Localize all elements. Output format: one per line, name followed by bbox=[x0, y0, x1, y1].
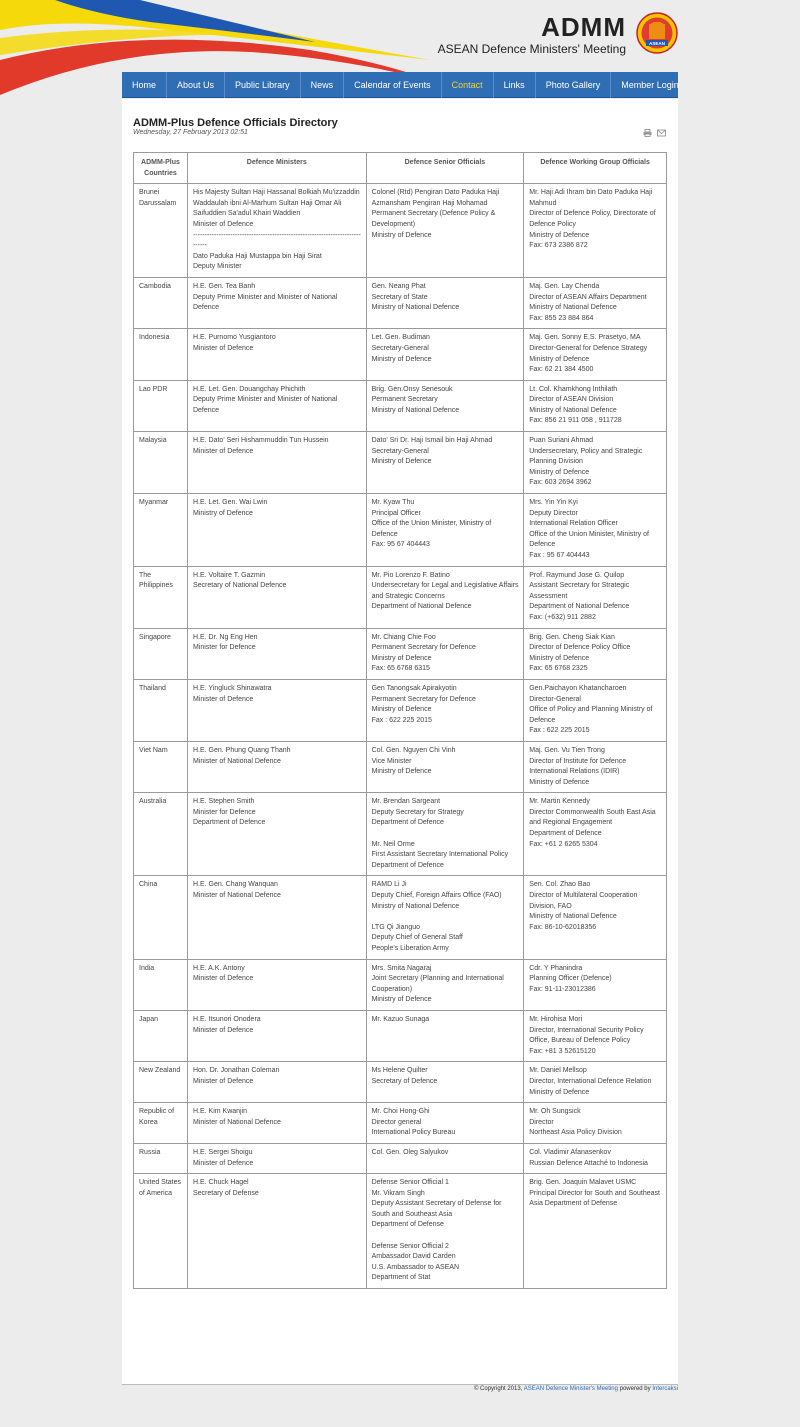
cell-line: Office of Policy and Planning Ministry of Defence bbox=[529, 706, 653, 724]
cell-senior bbox=[366, 494, 524, 567]
cell-line: Ministry of National Defence bbox=[371, 902, 460, 910]
cell-line: Ministry of Defence bbox=[371, 996, 432, 1004]
nav-item-news[interactable]: News bbox=[301, 72, 345, 98]
cell-line: Ministry of Defence bbox=[371, 458, 432, 466]
cell-line: Director of Defence Policy Office bbox=[529, 644, 631, 652]
cell-line: Director-General bbox=[529, 695, 581, 703]
cell-line: Cdr. Y Phanindra bbox=[529, 964, 583, 972]
cell-line: Deputy Secretary for Strategy bbox=[371, 808, 464, 816]
cell-country: China bbox=[134, 876, 188, 959]
cell-wg bbox=[524, 793, 667, 876]
cell-line: H.E. Let. Gen. Wai Lwin bbox=[192, 499, 268, 507]
cell-line: International Relation Officer bbox=[529, 520, 618, 528]
cell-line: Director of ASEAN Division bbox=[529, 396, 614, 404]
cell-line: Fax: (+632) 911 2882 bbox=[529, 613, 596, 621]
cell-line: Fax: 856 21 911 058 , 911728 bbox=[529, 417, 622, 425]
cell-line: Principal Officer bbox=[371, 509, 421, 517]
cell-senior bbox=[366, 679, 524, 741]
cell-line: Hon. Dr. Jonathan Coleman bbox=[192, 1067, 280, 1075]
logo-subtitle: ASEAN Defence Ministers' Meeting bbox=[437, 42, 626, 56]
cell-line: Permanent Secretary bbox=[371, 396, 438, 404]
cell-line: Ministry of Defence bbox=[192, 509, 253, 517]
cell-country: Indonesia bbox=[134, 329, 188, 380]
cell-line: Ministry of Defence bbox=[371, 355, 432, 363]
cell-line: Permanent Secretary for Defence bbox=[371, 695, 476, 703]
cell-senior bbox=[366, 432, 524, 494]
footer-site-link[interactable]: ASEAN Defence Minister's Meeting bbox=[523, 1386, 618, 1392]
cell-line: Ministry of Defence bbox=[371, 768, 432, 776]
cell-line: H.E. Gen. Tea Banh bbox=[192, 282, 256, 290]
cell-line: ------------------------------------------------------------------------------ bbox=[192, 231, 361, 250]
cell-line: U.S. Ambassador to ASEAN bbox=[371, 1263, 460, 1271]
cell-line: Vice Minister bbox=[371, 757, 412, 765]
asean-emblem-icon bbox=[636, 12, 678, 54]
cell-line: H.E. Gen. Chang Wanquan bbox=[192, 881, 278, 889]
cell-line: Ministry of Defence bbox=[529, 468, 590, 476]
cell-line: Secretary-General bbox=[371, 447, 429, 455]
cell-ministers bbox=[187, 432, 366, 494]
table-header-row bbox=[134, 153, 667, 184]
cell-line: First Assistant Secretary International Policy bbox=[371, 851, 509, 859]
cell-ministers bbox=[187, 1010, 366, 1061]
nav-item-public-library[interactable]: Public Library bbox=[225, 72, 301, 98]
cell-country: Russia bbox=[134, 1143, 188, 1173]
cell-line: Defense Senior Official 1 bbox=[371, 1179, 449, 1187]
cell-line: H.E. A.K. Antony bbox=[192, 964, 245, 972]
cell-line bbox=[372, 912, 520, 923]
cell-line: H.E. Yingluck Shinawatra bbox=[192, 684, 272, 692]
table-row bbox=[134, 1062, 667, 1103]
table-row bbox=[134, 1103, 667, 1144]
cell-line: H.E. Voltaire T. Gazmin bbox=[192, 571, 266, 579]
cell-line: Fax: 603 2694 3962 bbox=[529, 479, 592, 487]
cell-ministers bbox=[187, 329, 366, 380]
cell-line: Secretary-General bbox=[371, 344, 429, 352]
cell-senior bbox=[366, 1010, 524, 1061]
cell-country: Brunei Darussalam bbox=[134, 184, 188, 278]
cell-country: Japan bbox=[134, 1010, 188, 1061]
cell-line: Director of Institute for Defence International Relations (IDIR) bbox=[529, 757, 627, 776]
cell-wg bbox=[524, 959, 667, 1010]
table-row bbox=[134, 1143, 667, 1173]
cell-line: Fax : 622 225 2015 bbox=[529, 727, 590, 735]
cell-country: Viet Nam bbox=[134, 741, 188, 792]
cell-line: Principal Director for South and Southeast Asia Department of Defense bbox=[529, 1189, 660, 1208]
cell-line: Director Commonwealth South East Asia and Regional Engagement bbox=[529, 808, 656, 827]
cell-line: Let. Gen. Budiman bbox=[371, 334, 430, 342]
cell-line: Director-General for Defence Strategy bbox=[529, 344, 648, 352]
cell-line: Joint Secretary (Planning and International Cooperation) bbox=[371, 975, 504, 993]
cell-wg bbox=[524, 494, 667, 567]
cell-wg bbox=[524, 1062, 667, 1103]
cell-line: Northeast Asia Policy Division bbox=[529, 1129, 622, 1137]
cell-ministers bbox=[187, 494, 366, 567]
cell-country: Republic of Korea bbox=[134, 1103, 188, 1144]
table-row bbox=[134, 432, 667, 494]
table-row bbox=[134, 277, 667, 328]
cell-line: Brig. Gen. Joaquin Malavet USMC bbox=[529, 1179, 637, 1187]
table-row bbox=[134, 494, 667, 567]
nav-item-contact[interactable]: Contact bbox=[442, 72, 494, 98]
cell-country: Myanmar bbox=[134, 494, 188, 567]
cell-wg bbox=[524, 1174, 667, 1289]
cell-ministers bbox=[187, 1062, 366, 1103]
cell-ministers bbox=[187, 380, 366, 431]
table-row bbox=[134, 1174, 667, 1289]
cell-line: Ministry of Defence bbox=[371, 231, 432, 239]
cell-line: Fax: 86-10-62018356 bbox=[529, 923, 597, 931]
cell-line: His Majesty Sultan Haji Hassanal Bolkiah Mu'izzaddin Waddaulah ibni Al-Marhum Sultan Haji Omar Ali Saifuddien Sa'adul Khairi Waddien bbox=[192, 189, 360, 218]
cell-line: Mr. Brendan Sargeant bbox=[371, 798, 441, 806]
cell-line: Department of Defence bbox=[529, 830, 602, 838]
cell-line bbox=[372, 829, 520, 840]
cell-line: Mr. Neil Orme bbox=[371, 840, 415, 848]
cell-line: Minister for Defence bbox=[192, 644, 256, 652]
cell-senior bbox=[366, 1143, 524, 1173]
officials-directory-table bbox=[133, 152, 667, 1289]
cell-line: Fax: +61 2 6265 5304 bbox=[529, 840, 598, 848]
cell-ministers bbox=[187, 277, 366, 328]
footer-powered-link[interactable]: Intercaksi bbox=[652, 1386, 678, 1392]
cell-line: Mr. Martin Kennedy bbox=[529, 798, 590, 806]
cell-line: Maj. Gen. Sonny E.S. Prasetyo, MA bbox=[529, 334, 641, 342]
cell-line: International Policy Bureau bbox=[371, 1129, 456, 1137]
cell-line: Ministry of Defence bbox=[529, 1088, 590, 1096]
cell-line: Gen Tanongsak Apirakyotin bbox=[371, 684, 457, 692]
cell-ministers bbox=[187, 959, 366, 1010]
cell-country: Singapore bbox=[134, 628, 188, 679]
cell-line: Mr. Daniel Mellsop bbox=[529, 1067, 587, 1075]
page-date: Wednesday, 27 February 2013 02:51 bbox=[133, 129, 248, 136]
cell-line: Minister of National Defence bbox=[192, 1118, 281, 1126]
cell-line: Deputy Chief, Foreign Affairs Office (FAO) bbox=[371, 892, 502, 900]
cell-line: Mrs. Yin Yin Kyi bbox=[529, 499, 578, 507]
logo-title: ADMM bbox=[541, 12, 626, 42]
cell-line: Fax: 673 2386 872 bbox=[529, 242, 588, 250]
cell-ministers bbox=[187, 566, 366, 628]
cell-line: Undersecretary for Legal and Legislative Affairs and Strategic Concerns bbox=[371, 582, 519, 600]
header-countries: ADMM-Plus Countries bbox=[134, 153, 188, 184]
cell-line: Director of Multilateral Cooperation Division, FAO bbox=[529, 892, 638, 910]
cell-line: Mr. Choi Hong-Ghi bbox=[371, 1108, 430, 1116]
cell-line: Ministry of Defence bbox=[529, 778, 590, 786]
cell-line: Brig. Gen.Onsy Senesouk bbox=[371, 385, 453, 393]
table-row bbox=[134, 566, 667, 628]
cell-wg bbox=[524, 432, 667, 494]
cell-line: RAMD Li Ji bbox=[371, 881, 407, 889]
cell-line: Minister of Defence bbox=[192, 1026, 254, 1034]
cell-wg bbox=[524, 741, 667, 792]
table-row bbox=[134, 184, 667, 278]
cell-line: Department of Defence bbox=[192, 819, 266, 827]
header-senior-officials: Defence Senior Officials bbox=[366, 153, 524, 184]
cell-ministers bbox=[187, 628, 366, 679]
nav-item-about-us[interactable]: About Us bbox=[167, 72, 225, 98]
cell-senior bbox=[366, 566, 524, 628]
cell-line: H.E. Let. Gen. Douangchay Phichith bbox=[192, 385, 306, 393]
footer bbox=[474, 1386, 678, 1392]
cell-country: Malaysia bbox=[134, 432, 188, 494]
cell-line: Deputy Director bbox=[529, 509, 578, 517]
cell-line: Fax : 95 67 404443 bbox=[529, 552, 590, 559]
cell-wg bbox=[524, 329, 667, 380]
cell-line: Secretary of Defence bbox=[371, 1077, 438, 1085]
cell-line: H.E. Sergei Shoigu bbox=[192, 1148, 253, 1156]
cell-line: Ministry of Defence bbox=[529, 231, 590, 239]
cell-country: India bbox=[134, 959, 188, 1010]
cell-senior bbox=[366, 1174, 524, 1289]
nav-item-photo-gallery[interactable]: Photo Gallery bbox=[536, 72, 612, 98]
cell-line: Minister of National Defence bbox=[192, 757, 281, 765]
cell-line: Deputy Minister bbox=[192, 263, 242, 271]
cell-senior bbox=[366, 380, 524, 431]
cell-line: Ministry of National Defence bbox=[371, 304, 460, 312]
cell-line: Ms Helene Quilter bbox=[371, 1067, 428, 1075]
cell-country: Cambodia bbox=[134, 277, 188, 328]
cell-line: Office of the Union Minister, Ministry of Defence bbox=[529, 530, 649, 549]
cell-senior bbox=[366, 741, 524, 792]
cell-line: Deputy Prime Minister and Minister of National Defence bbox=[192, 396, 338, 414]
cell-line: Fax: 65 6768 6315 bbox=[371, 665, 430, 673]
cell-senior bbox=[366, 329, 524, 380]
footer-copyright: © Copyright 2013, bbox=[473, 1386, 523, 1392]
cell-line: Assistant Secretary for Strategic Assessment bbox=[529, 582, 630, 600]
cell-line: Maj. Gen. Lay Chenda bbox=[529, 282, 600, 290]
page-title: ADMM-Plus Defence Officials Directory bbox=[133, 117, 338, 129]
cell-ministers bbox=[187, 793, 366, 876]
cell-line: Mr. Haji Adi Ihram bin Dato Paduka Haji Mahmud bbox=[529, 189, 653, 207]
cell-line: Minister of National Defence bbox=[192, 892, 281, 900]
nav-item-home[interactable]: Home bbox=[122, 72, 167, 98]
cell-line: H.E. Purnomo Yusgiantoro bbox=[192, 334, 276, 342]
table-row bbox=[134, 679, 667, 741]
cell-line: Russian Defence Attaché to Indonesia bbox=[529, 1159, 648, 1167]
cell-line: Director general bbox=[371, 1118, 422, 1126]
cell-senior bbox=[366, 959, 524, 1010]
cell-line: Col. Vladimir Afanasenkov bbox=[529, 1148, 611, 1156]
table-row bbox=[134, 741, 667, 792]
cell-country: United States of America bbox=[134, 1174, 188, 1289]
cell-wg bbox=[524, 184, 667, 278]
email-icon[interactable] bbox=[657, 129, 666, 137]
cell-line: Mr. Hirohisa Mori bbox=[529, 1015, 583, 1023]
cell-line: Deputy Prime Minister and Minister of National Defence bbox=[192, 293, 338, 312]
cell-line: Director, International Defence Relation bbox=[529, 1077, 652, 1085]
cell-line: Mr. Oh Sungsick bbox=[529, 1108, 581, 1116]
cell-ministers bbox=[187, 679, 366, 741]
header-working-group-officials: Defence Working Group Officials bbox=[524, 153, 667, 184]
cell-line: Minister of Defence bbox=[192, 975, 254, 983]
cell-line: Col. Gen. Oleg Salyukov bbox=[371, 1148, 449, 1156]
cell-line: Minister of Defence bbox=[192, 1077, 254, 1085]
nav-item-calendar-of-events[interactable]: Calendar of Events bbox=[344, 72, 442, 98]
cell-country: Thailand bbox=[134, 679, 188, 741]
table-row bbox=[134, 380, 667, 431]
cell-line: Permanent Secretary for Defence bbox=[371, 644, 476, 652]
cell-line: Minister of Defence bbox=[192, 220, 254, 228]
main-content bbox=[122, 99, 678, 1384]
table-row bbox=[134, 793, 667, 876]
cell-line: Permanent Secretary (Defence Policy & Development) bbox=[371, 210, 496, 228]
cell-line: Ministry of Defence bbox=[529, 654, 590, 662]
cell-ministers bbox=[187, 184, 366, 278]
cell-line: Ministry of Defence bbox=[529, 355, 590, 363]
cell-line: Colonel (Rtd) Pengiran Dato Paduka Haji Azmansham Pengiran Haji Mohamad bbox=[371, 189, 500, 207]
cell-line: Planning Officer (Defence) bbox=[529, 975, 612, 983]
cell-line: Lt. Col. Khamkhong Inthilath bbox=[529, 385, 618, 393]
table-row bbox=[134, 329, 667, 380]
nav-item-links[interactable]: Links bbox=[494, 72, 536, 98]
cell-senior bbox=[366, 628, 524, 679]
cell-senior bbox=[366, 1103, 524, 1144]
cell-line: Secretary of National Defence bbox=[192, 582, 287, 590]
cell-line: Ministry of National Defence bbox=[529, 304, 617, 312]
cell-line: H.E. Kim Kwanjin bbox=[192, 1108, 248, 1116]
cell-line: Brig. Gen. Cheng Siak Kian bbox=[529, 633, 615, 641]
footer-powered: powered by bbox=[619, 1386, 651, 1392]
print-icon[interactable] bbox=[643, 129, 652, 137]
cell-senior bbox=[366, 277, 524, 328]
cell-wg bbox=[524, 1010, 667, 1061]
cell-line: Department of Stat bbox=[371, 1274, 431, 1282]
cell-wg bbox=[524, 1103, 667, 1144]
table-row bbox=[134, 876, 667, 959]
cell-line: Secretary of Defense bbox=[192, 1189, 259, 1197]
cell-line: Ambassador David Carden bbox=[371, 1253, 456, 1261]
cell-senior bbox=[366, 793, 524, 876]
cell-line: Director bbox=[529, 1118, 554, 1126]
cell-line: Director of Defence Policy, Directorate of Defence Policy bbox=[529, 210, 656, 228]
cell-senior bbox=[366, 184, 524, 278]
cell-wg bbox=[524, 628, 667, 679]
cell-country: New Zealand bbox=[134, 1062, 188, 1103]
cell-line: Fax: 65 6768 2325 bbox=[529, 665, 588, 673]
cell-line: Mr. Vikram Singh bbox=[371, 1189, 425, 1197]
cell-wg bbox=[524, 679, 667, 741]
table-row bbox=[134, 959, 667, 1010]
cell-line: Mr. Kazuo Sunaga bbox=[371, 1015, 430, 1023]
cell-wg bbox=[524, 277, 667, 328]
cell-line: Fax: 855 23 884 864 bbox=[529, 314, 594, 322]
cell-line: Ministry of Defence bbox=[371, 654, 432, 662]
cell-line: Sen. Col. Zhao Bao bbox=[529, 881, 591, 889]
cell-line: Department of Defence bbox=[371, 861, 444, 869]
table-row bbox=[134, 1010, 667, 1061]
cell-line: H.E. Itsunori Onodera bbox=[192, 1015, 261, 1023]
cell-senior bbox=[366, 876, 524, 959]
cell-wg bbox=[524, 566, 667, 628]
cell-line: Puan Suriani Ahmad bbox=[529, 437, 594, 445]
cell-line: People's Liberation Army bbox=[371, 945, 449, 952]
table-row bbox=[134, 628, 667, 679]
cell-line: Minister of Defence bbox=[192, 1159, 254, 1167]
cell-line: Fax: 62 21 384 4500 bbox=[529, 366, 594, 374]
cell-line: Dato' Sri Dr. Haji Ismail bin Haji Ahmad bbox=[371, 437, 493, 445]
cell-wg bbox=[524, 380, 667, 431]
cell-line: Department of Defense bbox=[371, 1221, 444, 1229]
cell-line: Minister of Defence bbox=[192, 344, 254, 352]
cell-line: Director, International Security Policy Office, Bureau of Defence Policy bbox=[529, 1026, 644, 1045]
cell-ministers bbox=[187, 876, 366, 959]
cell-line: Gen. Neang Phat bbox=[371, 282, 426, 290]
cell-line: Ministry of Defence bbox=[371, 706, 432, 714]
cell-line: Fax: 95 67 404443 bbox=[371, 541, 430, 549]
cell-line: Secretary of State bbox=[371, 293, 428, 301]
cell-line: Fax: 91-11-23012386 bbox=[529, 985, 596, 993]
cell-ministers bbox=[187, 1143, 366, 1173]
cell-country: Australia bbox=[134, 793, 188, 876]
cell-line: Ministry of National Defence bbox=[529, 406, 617, 414]
cell-line: H.E. Dato' Seri Hishammuddin Tun Hussein bbox=[192, 437, 329, 445]
cell-line: Mr. Kyaw Thu bbox=[371, 499, 415, 507]
cell-line: Dato Paduka Haji Mustappa bin Haji Sirat bbox=[192, 252, 322, 260]
cell-line: Mr. Pio Lorenzo F. Batino bbox=[371, 571, 450, 579]
cell-ministers bbox=[187, 741, 366, 792]
cell-wg bbox=[524, 876, 667, 959]
cell-line: Office of the Union Minister, Ministry of Defence bbox=[371, 520, 492, 538]
emblem-text: ASEAN bbox=[649, 41, 665, 46]
cell-line: Department of National Defence bbox=[529, 603, 630, 611]
cell-line: Deputy Chief of General Staff bbox=[371, 934, 463, 942]
cell-ministers bbox=[187, 1103, 366, 1144]
cell-wg bbox=[524, 1143, 667, 1173]
cell-country: Lao PDR bbox=[134, 380, 188, 431]
cell-country: The Philippines bbox=[134, 566, 188, 628]
cell-ministers bbox=[187, 1174, 366, 1289]
cell-line: Deputy Assistant Secretary of Defense for South and Southeast Asia bbox=[371, 1200, 502, 1218]
cell-line: Department of National Defence bbox=[371, 603, 472, 611]
cell-line: Undersecretary, Policy and Strategic Planning Division bbox=[529, 447, 643, 466]
cell-line: Fax : 622 225 2015 bbox=[371, 716, 432, 724]
cell-line: Minister of Defence bbox=[192, 695, 254, 703]
cell-line: H.E. Stephen Smith bbox=[192, 798, 255, 806]
cell-line: H.E. Dr. Ng Eng Hen bbox=[192, 633, 258, 641]
header-ministers: Defence Ministers bbox=[187, 153, 366, 184]
cell-line: Ministry of National Defence bbox=[529, 913, 617, 921]
cell-line: Prof. Raymund Jose G. Quilop bbox=[529, 571, 625, 579]
site-logo[interactable] bbox=[438, 12, 626, 56]
cell-line: Gen.Paichayon Khatancharoen bbox=[529, 684, 627, 692]
cell-line: H.E. Chuck Hagel bbox=[192, 1179, 249, 1187]
cell-line: Col. Gen. Nguyen Chi Vinh bbox=[371, 746, 456, 754]
cell-line: Ministry of National Defence bbox=[371, 406, 460, 414]
cell-line: Maj. Gen. Vu Tien Trong bbox=[529, 746, 605, 754]
cell-line: Defense Senior Official 2 bbox=[371, 1242, 449, 1250]
cell-line: Department of Defence bbox=[371, 819, 444, 827]
cell-line: Fax: +81 3 52615120 bbox=[529, 1047, 596, 1055]
cell-line bbox=[372, 1231, 520, 1242]
cell-line: Director of ASEAN Affairs Department bbox=[529, 293, 647, 301]
cell-line: Mr. Chiang Chie Foo bbox=[371, 633, 436, 641]
cell-senior bbox=[366, 1062, 524, 1103]
main-navigation bbox=[122, 72, 678, 98]
footer-divider bbox=[122, 1384, 678, 1385]
cell-line: LTG Qi Jianguo bbox=[371, 923, 421, 931]
nav-item-member-login[interactable]: Member Login bbox=[621, 79, 679, 90]
cell-line: Minister of Defence bbox=[192, 447, 254, 455]
cell-line: Minister for Defence bbox=[192, 808, 256, 816]
cell-line: Mrs. Smita Nagaraj bbox=[371, 964, 432, 972]
cell-line: H.E. Gen. Phung Quang Thanh bbox=[192, 746, 291, 754]
